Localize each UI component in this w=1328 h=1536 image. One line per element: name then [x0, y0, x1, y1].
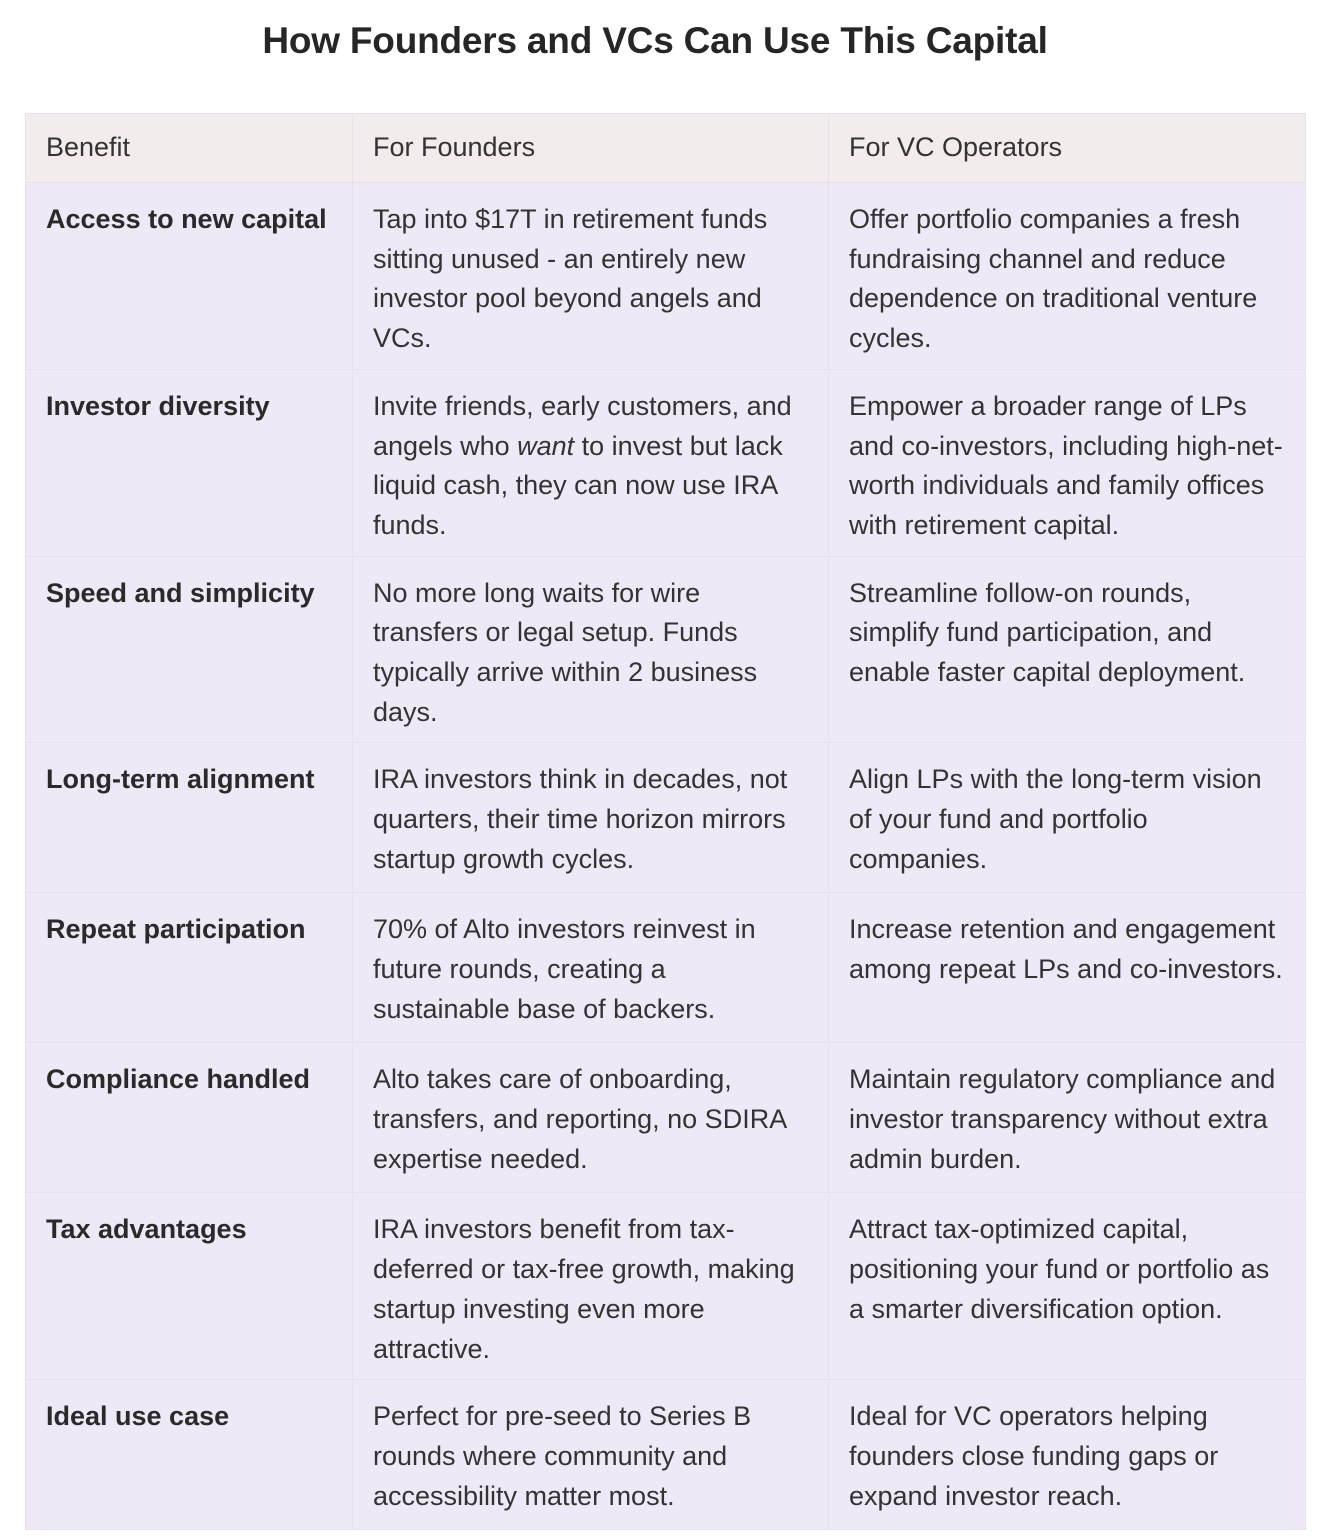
vc-cell: Increase retention and engagement among repeat LPs and co-investors.	[829, 893, 1306, 1043]
table-row	[26, 1193, 1306, 1380]
vc-cell: Streamline follow-on rounds, simplify fund participation, and enable faster capital deployment.	[829, 556, 1306, 743]
emphasis-want: want	[517, 430, 575, 461]
founders-text-end: to invest but lack liquid cash, they can now use IRA funds.	[373, 430, 783, 540]
benefit-cell: Compliance handled	[26, 1043, 353, 1193]
benefit-cell: Access to new capital	[26, 183, 353, 370]
table-header-row	[26, 114, 1306, 183]
benefit-cell: Long-term alignment	[26, 743, 353, 893]
header-for-vc-operators: For VC Operators	[829, 114, 1306, 183]
vc-cell: Offer portfolio companies a fresh fundraising channel and reduce dependence on traditional venture cycles.	[829, 183, 1306, 370]
founders-cell: No more long waits for wire transfers or legal setup. Funds typically arrive within 2 business days.	[353, 556, 829, 743]
table-row	[26, 1043, 1306, 1193]
founders-cell: Alto takes care of onboarding, transfers, and reporting, no SDIRA expertise needed.	[353, 1043, 829, 1193]
benefits-table	[25, 113, 1306, 1530]
benefit-cell: Repeat participation	[26, 893, 353, 1043]
header-benefit: Benefit	[26, 114, 353, 183]
founders-cell: Tap into $17T in retirement funds sitting unused - an entirely new investor pool beyond angels and VCs.	[353, 183, 829, 370]
table-row	[26, 369, 1306, 556]
vc-cell: Maintain regulatory compliance and investor transparency without extra admin burden.	[829, 1043, 1306, 1193]
table-row	[26, 743, 1306, 893]
table-row	[26, 1380, 1306, 1530]
page-title: How Founders and VCs Can Use This Capital	[262, 20, 1048, 61]
table-row	[26, 556, 1306, 743]
benefit-cell: Tax advantages	[26, 1193, 353, 1380]
vc-cell: Align LPs with the long-term vision of your fund and portfolio companies.	[829, 743, 1306, 893]
founders-cell: IRA investors benefit from tax-deferred or tax-free growth, making startup investing even more attractive.	[353, 1193, 829, 1380]
founders-cell	[353, 369, 829, 556]
table-row	[26, 183, 1306, 370]
vc-cell: Attract tax-optimized capital, positioning your fund or portfolio as a smarter diversification option.	[829, 1193, 1306, 1380]
benefit-cell: Investor diversity	[26, 369, 353, 556]
table-row	[26, 893, 1306, 1043]
founders-text-start: Invite friends, early customers, and angels who	[373, 390, 792, 461]
vc-cell: Ideal for VC operators helping founders close funding gaps or expand investor reach.	[829, 1380, 1306, 1530]
founders-cell: IRA investors think in decades, not quarters, their time horizon mirrors startup growth cycles.	[353, 743, 829, 893]
benefit-cell: Speed and simplicity	[26, 556, 353, 743]
benefit-cell: Ideal use case	[26, 1380, 353, 1530]
founders-cell: Perfect for pre-seed to Series B rounds where community and accessibility matter most.	[353, 1380, 829, 1530]
vc-cell: Empower a broader range of LPs and co-investors, including high-net-worth individuals and family offices with retirement capital.	[829, 369, 1306, 556]
founders-cell: 70% of Alto investors reinvest in future rounds, creating a sustainable base of backers.	[353, 893, 829, 1043]
header-for-founders: For Founders	[353, 114, 829, 183]
